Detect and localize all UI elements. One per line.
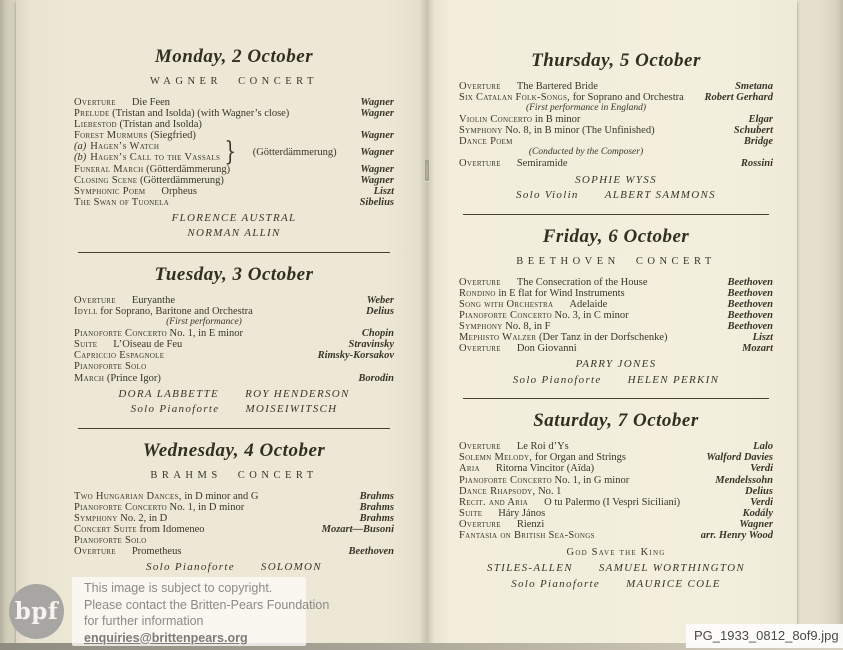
group-lines	[74, 141, 220, 163]
composer-name: Rossini	[740, 158, 773, 170]
performer-name: HELEN PERKIN	[627, 373, 720, 386]
composer-name: Wagner	[739, 518, 773, 530]
composer-name: Weber	[366, 294, 394, 306]
item-title-smallcaps: Song with Orchestra	[459, 298, 554, 310]
programme-item-row	[459, 508, 773, 519]
concert-section	[459, 410, 773, 592]
performer-line	[459, 373, 773, 389]
concert-day-header: Tuesday, 3 October	[154, 263, 314, 285]
composer-name: arr. Henry Wood	[700, 529, 773, 541]
composer-name: Beethoven	[727, 309, 773, 321]
programme-item-title	[74, 524, 314, 535]
item-title-rest: Ritorna Vincitor (Aïda)	[495, 463, 595, 475]
performance-note: (First performance)	[166, 317, 242, 328]
item-title-rest: Orpheus	[161, 185, 197, 197]
programme-item-title	[74, 491, 352, 502]
programme-item-title	[459, 136, 736, 147]
programme-item-group	[74, 137, 394, 168]
concert-section	[74, 46, 394, 253]
item-title-smallcaps: Pianoforte Solo	[74, 361, 147, 373]
composer-name: Mendelssohn	[715, 474, 773, 486]
bpf-logo: bpf	[9, 584, 64, 639]
item-title-rest: No. 1, in E minor	[169, 328, 244, 340]
item-title-rest: from Idomeneo	[139, 523, 205, 535]
composer-name: Wagner	[360, 108, 394, 120]
item-title-smallcaps: Liebestod	[74, 119, 117, 131]
programme-item-title	[459, 125, 726, 136]
composer-name: Beethoven	[727, 276, 773, 288]
performer-name: FLORENCE AUSTRAL	[171, 211, 297, 224]
section-divider	[463, 214, 769, 215]
copyright-line-3: for further information	[84, 614, 204, 628]
cover-page-behind	[797, 0, 843, 644]
programme-item-row	[459, 136, 773, 147]
concert-section	[459, 226, 773, 400]
performer-name: ALBERT SAMMONS	[604, 189, 716, 202]
item-title-smallcaps: Rondino	[459, 287, 496, 299]
performers-block	[74, 387, 394, 418]
programme-item-title	[74, 295, 359, 306]
item-title-rest: in E flat for Wind Instruments	[498, 287, 625, 299]
concert-section	[74, 264, 394, 429]
programme-item-row	[459, 497, 773, 508]
performer-line	[459, 561, 773, 577]
programme-items	[74, 295, 394, 384]
programme-item-title	[459, 158, 733, 169]
composer-name: Wagner	[360, 146, 394, 158]
performance-note: (Conducted by the Composer)	[528, 147, 644, 158]
item-title-rest: (Der Tanz in der Dorfschenke)	[539, 332, 668, 344]
programme-item-row	[74, 339, 394, 350]
item-title-smallcaps: Overture	[459, 81, 501, 92]
item-title-rest: Prometheus	[131, 546, 182, 558]
programme-item-row	[74, 295, 394, 306]
filename-label: PG_1933_0812_8of9.jpg	[686, 624, 843, 648]
composer-name: Beethoven	[727, 320, 773, 332]
programme-item-row	[74, 328, 394, 339]
item-title-rest: No. 3, in C minor	[554, 309, 629, 321]
item-title-smallcaps: Two Hungarian Dances,	[74, 490, 182, 502]
item-title-smallcaps: Hagen’s Watch	[90, 141, 160, 153]
item-title-rest: The Bartered Bride	[516, 81, 598, 92]
composer-name: Smetana	[735, 81, 773, 92]
composer-name: Lalo	[753, 441, 773, 453]
performer-line	[459, 173, 773, 189]
programme-item-title	[74, 197, 352, 208]
composer-name: Kodály	[742, 507, 773, 519]
performer-name: Solo Pianoforte	[146, 561, 235, 574]
programme-item-title	[459, 486, 737, 497]
programme-item-row	[459, 81, 773, 92]
concert-subtitle: BRAHMS CONCERT	[150, 469, 318, 481]
programme-item-title	[74, 328, 354, 339]
programme-item-title	[459, 299, 720, 310]
item-title-smallcaps: Symphony	[459, 320, 503, 332]
composer-name: Brahms	[359, 512, 394, 524]
brace-glyph: }	[224, 137, 237, 168]
programme-item-title	[459, 463, 742, 474]
programme-item-title	[74, 108, 352, 119]
programme-item-row	[459, 92, 773, 103]
performer-name: SOLOMON	[260, 561, 322, 574]
item-title-rest: Rienzi	[516, 518, 545, 530]
concert-day-header: Saturday, 7 October	[533, 410, 699, 432]
left-page-content	[16, 0, 394, 576]
item-title-smallcaps: Overture	[74, 546, 116, 558]
item-title-rest: (Tristan and Isolda) (with Wagner’s close)	[112, 108, 290, 120]
performers-block	[74, 211, 394, 242]
item-title-rest: Don Giovanni	[516, 343, 577, 355]
programme-item-title	[459, 530, 693, 541]
composer-name: Liszt	[373, 185, 394, 197]
item-title-smallcaps: Mephisto Walzer	[459, 332, 537, 344]
composer-name: Sibelius	[359, 196, 394, 208]
concert-subtitle: WAGNER CONCERT	[150, 76, 318, 87]
item-title-smallcaps: Hagen’s Call to the Vassals	[90, 152, 221, 164]
item-title-rest: (Götterdämmerung)	[139, 174, 224, 186]
programme-item-title	[74, 119, 394, 130]
programme-items	[459, 441, 773, 541]
programme-item-row	[74, 513, 394, 524]
item-title-smallcaps: Idyll	[74, 306, 98, 318]
programme-item-row	[459, 332, 773, 343]
programme-item-row	[459, 114, 773, 125]
item-title-rest: Die Feen	[131, 97, 171, 108]
item-title-rest: No. 1, in D minor	[169, 501, 245, 513]
concert-day-header: Wednesday, 4 October	[142, 439, 326, 461]
item-title-smallcaps: Forest Murmurs	[74, 130, 148, 142]
composer-name: Robert Gerhard	[704, 92, 773, 104]
programme-item-row	[459, 310, 773, 321]
programme-item-row	[459, 475, 773, 486]
item-title-rest: No. 2, in D	[120, 512, 168, 524]
concert-section	[74, 440, 394, 576]
item-title-smallcaps: Pianoforte Concerto	[74, 501, 167, 513]
item-title-rest: in B minor	[534, 114, 581, 126]
programme-item-row	[459, 463, 773, 474]
item-title-smallcaps: Concert Suite	[74, 523, 137, 535]
composer-name: Borodin	[358, 372, 394, 384]
item-title-smallcaps: Symphony	[74, 512, 118, 524]
performer-name: MAURICE COLE	[626, 577, 721, 590]
performers-block	[459, 357, 773, 388]
item-title-rest: Euryanthe	[131, 294, 175, 306]
copyright-text	[84, 580, 364, 646]
composer-name: Wagner	[360, 130, 394, 142]
item-title-smallcaps: Overture	[459, 441, 501, 453]
concert-section	[459, 50, 773, 215]
item-title-smallcaps: Dance Poem	[459, 136, 513, 148]
item-title-smallcaps: Suite	[74, 339, 98, 351]
item-title-smallcaps: Overture	[459, 276, 501, 288]
programme-item-row	[74, 502, 394, 513]
composer-name: Walford Davies	[706, 452, 773, 464]
programme-item-row	[74, 175, 394, 186]
section-divider	[78, 252, 390, 253]
programme-item-title	[459, 475, 707, 486]
performers-block	[74, 560, 394, 576]
programme-item-title	[459, 343, 734, 354]
item-title-rest: Háry János	[498, 507, 546, 519]
programme-item-row	[74, 535, 394, 546]
concert-day-header: Friday, 6 October	[542, 225, 690, 247]
programme-items	[459, 81, 773, 170]
programme-item-row	[459, 277, 773, 288]
performer-line	[459, 188, 773, 204]
composer-name: Beethoven	[727, 287, 773, 299]
programme-item-title	[74, 339, 340, 350]
item-title-smallcaps: Six Catalan Folk-Songs,	[459, 92, 571, 104]
programme-item-row	[74, 524, 394, 535]
composer-name: Liszt	[752, 332, 773, 344]
programme-item-row	[74, 119, 394, 130]
item-title-rest: Adelaide	[569, 298, 608, 310]
programme-item-title	[74, 535, 394, 546]
item-title-rest: No. 1	[538, 485, 562, 497]
programme-items	[74, 491, 394, 558]
section-divider	[463, 398, 769, 399]
programme-item-title	[459, 441, 745, 452]
performer-line	[74, 211, 394, 227]
item-title-smallcaps: Prelude	[74, 108, 110, 120]
composer-name: Beethoven	[727, 298, 773, 310]
item-title-smallcaps: Overture	[459, 518, 501, 530]
item-title-smallcaps: Overture	[459, 343, 501, 355]
composer-name: Wagner	[360, 163, 394, 175]
programme-item-row	[74, 491, 394, 502]
page-fold	[420, 0, 436, 644]
item-title-smallcaps: Pianoforte Solo	[74, 534, 147, 546]
performer-line	[74, 387, 394, 403]
performer-name: NORMAN ALLIN	[187, 227, 281, 240]
performer-line	[74, 402, 394, 418]
programme-item-title	[74, 186, 366, 197]
item-title-rest: No. 1, in G minor	[554, 474, 630, 486]
item-title-rest: (Prince Igor)	[106, 372, 161, 384]
programme-item-title	[459, 497, 742, 508]
staple	[425, 160, 429, 181]
item-prefix: (a)	[74, 141, 87, 153]
programme-item-row	[459, 125, 773, 136]
composer-name: Brahms	[359, 490, 394, 502]
programme-item-title	[459, 321, 720, 332]
group-line	[74, 152, 220, 163]
programme-item-row	[459, 486, 773, 497]
performer-name: Solo Pianoforte	[130, 403, 220, 416]
programme-items	[74, 97, 394, 208]
performer-name: SAMUEL WORTHINGTON	[598, 562, 746, 575]
item-title-smallcaps: Solemn Melody,	[459, 452, 533, 464]
performer-name: PARRY JONES	[575, 358, 657, 371]
composer-name: Chopin	[361, 328, 394, 340]
programme-item-title	[459, 92, 696, 103]
programme-item-row	[459, 321, 773, 332]
performers-block	[459, 561, 773, 592]
item-title-smallcaps: Symphonic Poem	[74, 185, 146, 197]
item-title-rest: No. 8, in B minor (The Unfinished)	[505, 125, 655, 137]
programme-item-title	[459, 452, 698, 463]
programme-item-title	[459, 508, 735, 519]
programme-item-row	[74, 373, 394, 384]
composer-name: Bridge	[743, 136, 773, 148]
composer-name: Mozart—Busoni	[321, 523, 394, 535]
programme-item-row	[74, 108, 394, 119]
programme-item-row	[74, 350, 394, 361]
programme-item-row	[459, 441, 773, 452]
performer-line	[74, 226, 394, 242]
programme-item-title	[459, 288, 720, 299]
composer-name: Beethoven	[348, 546, 394, 558]
programme-item-title	[459, 332, 745, 343]
item-title-smallcaps: Dance Rhapsody,	[459, 485, 536, 497]
programme-item-title	[74, 546, 341, 557]
item-title-smallcaps: Funeral March	[74, 163, 144, 175]
item-title-rest: for Organ and Strings	[534, 452, 626, 464]
programme-item-row	[459, 519, 773, 530]
item-title-smallcaps: March	[74, 372, 105, 384]
programme-item-title	[459, 519, 731, 530]
item-title-smallcaps: Suite	[459, 507, 483, 519]
item-title-smallcaps: Aria	[459, 463, 480, 475]
item-title-rest: in D minor and G	[184, 490, 259, 502]
composer-name: Verdi	[750, 496, 773, 508]
concert-day-header: Thursday, 5 October	[531, 50, 701, 71]
item-title-rest: L’Oiseau de Feu	[113, 339, 183, 351]
item-title-rest: for Soprano, Baritone and Orchestra	[100, 306, 253, 318]
performers-block	[459, 173, 773, 204]
programme-item-title	[74, 513, 352, 524]
item-title-rest: The Consecration of the House	[516, 276, 648, 288]
copyright-email-link[interactable]: enquiries@brittenpears.org	[84, 630, 248, 645]
programme-items	[459, 277, 773, 355]
programme-item-title	[74, 130, 352, 141]
programme-left-page	[16, 0, 425, 644]
performance-note: (First performance in England)	[525, 103, 647, 114]
programme-item-row	[459, 158, 773, 169]
programme-item-title	[459, 81, 727, 92]
performer-line	[459, 357, 773, 373]
programme-item-row	[74, 361, 394, 372]
section-divider	[78, 428, 390, 429]
programme-item-row	[459, 452, 773, 463]
programme-item-row	[74, 546, 394, 557]
performer-name: ROY HENDERSON	[245, 387, 350, 400]
programme-item-title	[74, 306, 358, 317]
item-title-rest: Semiramide	[516, 158, 568, 170]
item-title-rest: No. 8, in F	[505, 320, 551, 332]
item-title-smallcaps: Overture	[74, 97, 116, 108]
item-title-smallcaps: Overture	[74, 294, 116, 306]
programme-item-title	[459, 277, 720, 288]
item-title-rest: (Götterdämmerung)	[146, 163, 231, 175]
copyright-line-2: Please contact the Britten-Pears Foundation	[84, 597, 330, 612]
performer-name: Solo Pianoforte	[511, 577, 601, 590]
concert-day-header: Monday, 2 October	[154, 46, 314, 67]
programme-item-row	[74, 186, 394, 197]
group-line	[74, 141, 220, 152]
scan-left-edge	[0, 0, 16, 644]
item-title-smallcaps: Pianoforte Concerto	[459, 474, 552, 486]
programme-item-title	[74, 361, 394, 372]
item-prefix: (b)	[74, 152, 87, 164]
performer-name: STILES-ALLEN	[486, 562, 573, 575]
composer-name: Brahms	[359, 501, 394, 513]
item-title-smallcaps: Violin Concerto	[459, 114, 533, 126]
item-title-smallcaps: The Swan of Tuonela	[74, 196, 170, 208]
concert-subtitle: BEETHOVEN CONCERT	[516, 255, 716, 267]
performer-name: MOISEIWITSCH	[245, 403, 338, 416]
programme-item-row	[459, 343, 773, 354]
composer-name: Wagner	[360, 97, 394, 108]
programme-item-row	[459, 299, 773, 310]
composer-name: Delius	[744, 485, 773, 497]
composer-name: Delius	[365, 306, 394, 318]
item-title-smallcaps: Closing Scene	[74, 174, 138, 186]
item-title-smallcaps: Capriccio Espagnole	[74, 350, 165, 362]
item-title-smallcaps: Pianoforte Concerto	[74, 328, 167, 340]
item-title-smallcaps: Recit. and Aria	[459, 496, 529, 508]
performer-name: Solo Violin	[516, 189, 579, 202]
programme-item-row	[459, 288, 773, 299]
composer-name: Wagner	[360, 174, 394, 186]
item-title-rest: O tu Palermo (I Vespri Siciliani)	[544, 496, 681, 508]
composer-name: Stravinsky	[348, 339, 394, 351]
programme-item-row	[74, 306, 394, 317]
programme-item-row	[74, 197, 394, 208]
item-title-rest: (Siegfried)	[150, 130, 196, 142]
programme-item-title	[459, 114, 740, 125]
item-title-rest: (Tristan and Isolda)	[119, 119, 202, 131]
performer-line	[459, 577, 773, 593]
composer-name: Elgar	[748, 114, 773, 126]
item-title-rest: Le Roi d’Ys	[516, 441, 569, 453]
item-title-smallcaps: Fantasia on British Sea-Songs	[459, 529, 595, 541]
anthem-line: God Save the King	[566, 547, 666, 559]
programme-item-title	[74, 373, 350, 384]
programme-right-page	[433, 0, 797, 644]
performer-line	[74, 560, 394, 576]
item-title-smallcaps: Pianoforte Concerto	[459, 309, 552, 321]
programme-item-title	[74, 97, 352, 108]
composer-name: Rimsky-Korsakov	[317, 350, 394, 362]
programme-item-title	[74, 164, 352, 175]
item-title-rest: for Soprano and Orchestra	[572, 92, 684, 104]
item-title-smallcaps: Symphony	[459, 125, 503, 137]
performer-name: DORA LABBETTE	[118, 387, 220, 400]
programme-item-title	[74, 350, 310, 361]
composer-name: Schubert	[733, 125, 773, 137]
composer-name: Verdi	[750, 463, 773, 475]
programme-item-title	[74, 502, 352, 513]
programme-item-row	[459, 530, 773, 541]
right-page-content	[433, 0, 773, 592]
performer-name: Solo Pianoforte	[512, 373, 602, 386]
composer-name: Mozart	[742, 343, 773, 355]
copyright-line-1: This image is subject to copyright.	[84, 581, 273, 595]
programme-item-title	[74, 175, 352, 186]
item-title-smallcaps: Overture	[459, 158, 501, 170]
performer-name: SOPHIE WYSS	[575, 173, 657, 186]
programme-item-title	[459, 310, 720, 321]
programme-item-row	[74, 97, 394, 108]
group-work-label: (Götterdämmerung)	[252, 146, 337, 158]
